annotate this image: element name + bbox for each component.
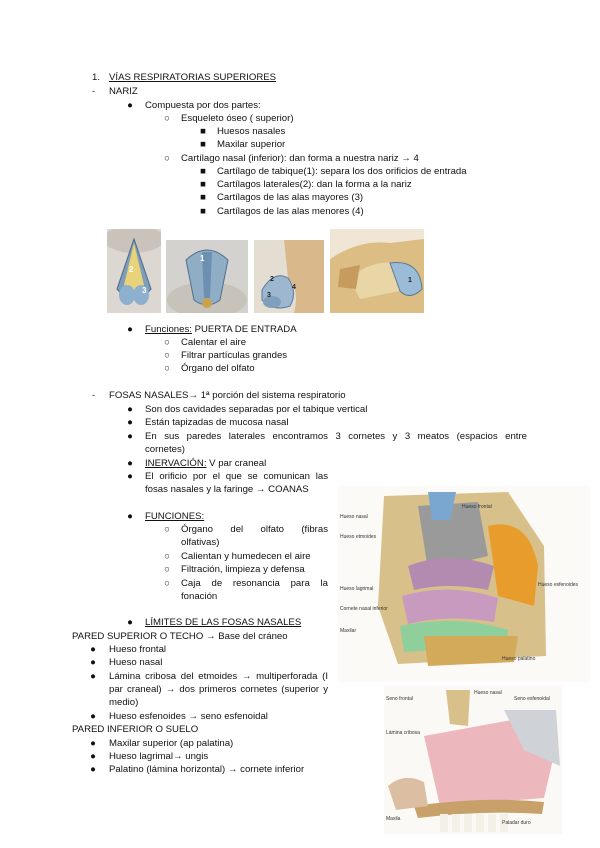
square-bullet: ■ — [200, 126, 206, 137]
nariz-maxilar: Maxilar superior — [217, 139, 286, 150]
dash-bullet: - — [92, 390, 96, 401]
inervacion-text: V par craneal — [206, 458, 267, 469]
techo-i3a: Lámina cribosa del etmoides → multiperforada (I — [109, 671, 328, 682]
nariz-heading: NARIZ — [109, 86, 138, 97]
nariz-c4: Cartílagos de las alas menores (4) — [217, 206, 364, 217]
figure-label: Seno esfenoidal — [514, 696, 550, 702]
figure-label: Hueso esfenoides — [538, 582, 579, 588]
fosas-b3b: cornetes) — [145, 444, 185, 455]
disc-bullet: ● — [90, 738, 96, 749]
suelo-i2: Hueso lagrimal→ ungis — [109, 751, 209, 762]
figure-label: Cornete nasal inferior — [340, 606, 388, 612]
figure-label: Paladar duro — [502, 820, 531, 826]
figure-label: Maxilar — [340, 628, 357, 634]
techo-i4: Hueso esfenoides → seno esfenoidal — [109, 711, 268, 722]
square-bullet: ■ — [200, 139, 206, 150]
fosas-b2: Están tapizadas de mucosa nasal — [145, 417, 289, 428]
techo-i3b: par craneal) → dos primeros cornetes (superior y — [109, 684, 328, 695]
figure-label: Hueso frontal — [462, 504, 492, 510]
disc-bullet: ● — [127, 404, 133, 415]
nariz-oseo: Esqueleto óseo ( superior) — [181, 113, 294, 124]
figure-label: Hueso nasal — [340, 514, 368, 520]
circle-bullet: ○ — [164, 578, 170, 589]
figure-number: 1 — [200, 254, 205, 263]
disc-bullet: ● — [127, 100, 133, 111]
fosas-fn1b: olfativas) — [181, 537, 220, 548]
funciones-line — [145, 324, 297, 336]
circle-bullet: ○ — [164, 350, 170, 361]
fosas-fn4b: fonación — [181, 591, 218, 602]
limites-heading: LÍMITES DE LAS FOSAS NASALES — [145, 617, 302, 628]
fosas-b5b: fosas nasales y la faringe → COANAS — [145, 484, 309, 495]
figure-number: 2 — [129, 265, 134, 274]
funciones-text: PUERTA DE ENTRADA — [191, 324, 297, 335]
disc-bullet: ● — [90, 657, 96, 668]
funcion-3: Órgano del olfato — [181, 363, 255, 374]
fosas-funciones: FUNCIONES: — [145, 511, 205, 522]
section-number: 1. — [92, 72, 101, 83]
suelo-i1: Maxilar superior (ap palatina) — [109, 738, 234, 749]
disc-bullet: ● — [90, 751, 96, 762]
figure-label: Hueso etmoides — [340, 534, 377, 540]
nose-figure-lateral — [254, 240, 324, 313]
disc-bullet: ● — [127, 511, 133, 522]
figure-number: 3 — [267, 292, 271, 299]
nose-figure-front — [107, 229, 161, 313]
fosas-fn4a: Caja de resonancia para la — [181, 578, 328, 589]
disc-bullet: ● — [127, 471, 133, 482]
nariz-c3: Cartílagos de las alas mayores (3) — [217, 192, 364, 203]
inervacion-line — [145, 458, 266, 470]
inervacion-label: INERVACIÓN: — [145, 458, 207, 469]
disc-bullet: ● — [127, 617, 133, 628]
nariz-cartilago: Cartílago nasal (inferior): dan forma a nuestra nariz → 4 — [181, 153, 419, 164]
nose-figure-oblique — [166, 240, 248, 313]
square-bullet: ■ — [200, 179, 206, 190]
fosas-heading: FOSAS NASALES→ 1ª porción del sistema respiratorio — [109, 390, 346, 401]
figure-label: Hueso lagrimal — [340, 586, 374, 592]
section-title: VÍAS RESPIRATORIAS SUPERIORES — [109, 72, 277, 83]
circle-bullet: ○ — [164, 524, 170, 535]
disc-bullet: ● — [127, 458, 133, 469]
fosas-b5a: El orificio por el que se comunican las — [145, 471, 328, 482]
fosas-fn3: Filtración, limpieza y defensa — [181, 564, 305, 575]
square-bullet: ■ — [200, 166, 206, 177]
circle-bullet: ○ — [164, 153, 170, 164]
fosas-fn2: Calientan y humedecen el aire — [181, 551, 311, 562]
funcion-1: Calentar el aire — [181, 337, 247, 348]
disc-bullet: ● — [90, 671, 96, 682]
funciones-label: Funciones: — [145, 324, 192, 335]
figure-label: Hueso palatino — [502, 656, 536, 662]
figure-label: Seno frontal — [386, 696, 413, 702]
techo-i2: Hueso nasal — [109, 657, 163, 668]
square-bullet: ■ — [200, 206, 206, 217]
disc-bullet: ● — [90, 764, 96, 775]
techo-heading: PARED SUPERIOR O TECHO → Base del cráneo — [72, 631, 288, 642]
suelo-heading: PARED INFERIOR O SUELO — [72, 724, 199, 735]
circle-bullet: ○ — [164, 337, 170, 348]
techo-i3c: medio) — [109, 697, 139, 708]
disc-bullet: ● — [127, 431, 133, 442]
nose-figure-sagittal — [330, 229, 424, 313]
nariz-c1: Cartílago de tabique(1): separa los dos orificios de entrada — [217, 166, 467, 177]
funcion-2: Filtrar partículas grandes — [181, 350, 288, 361]
suelo-i3: Palatino (lámina horizontal) → cornete inferior — [109, 764, 305, 775]
dash-bullet: - — [92, 86, 96, 97]
figure-number: 3 — [142, 286, 147, 295]
nariz-huesos: Huesos nasales — [217, 126, 286, 137]
nariz-composed: Compuesta por dos partes: — [145, 100, 261, 111]
nariz-c2: Cartílagos laterales(2): dan la forma a la nariz — [217, 179, 412, 190]
figure-label: Maxila — [386, 816, 401, 822]
circle-bullet: ○ — [164, 564, 170, 575]
disc-bullet: ● — [127, 417, 133, 428]
figure-number: 1 — [408, 277, 412, 284]
fosas-fn1a: Órgano del olfato (fibras — [181, 524, 328, 535]
fosas-b1: Son dos cavidades separadas por el tabique vertical — [145, 404, 368, 415]
techo-i1: Hueso frontal — [109, 644, 167, 655]
sagittal-section-figure — [384, 686, 562, 834]
figure-number: 2 — [270, 276, 274, 283]
figure-label: Hueso nasal — [474, 690, 502, 696]
circle-bullet: ○ — [164, 113, 170, 124]
square-bullet: ■ — [200, 192, 206, 203]
figure-label: Lámina cribosa — [386, 730, 420, 736]
fosas-b3a: En sus paredes laterales encontramos 3 cornetes y 3 meatos (espacios entre — [145, 431, 527, 442]
lateral-wall-figure — [338, 486, 590, 682]
circle-bullet: ○ — [164, 551, 170, 562]
figure-number: 4 — [292, 284, 296, 291]
disc-bullet: ● — [90, 644, 96, 655]
disc-bullet: ● — [90, 711, 96, 722]
disc-bullet: ● — [127, 324, 133, 335]
circle-bullet: ○ — [164, 363, 170, 374]
